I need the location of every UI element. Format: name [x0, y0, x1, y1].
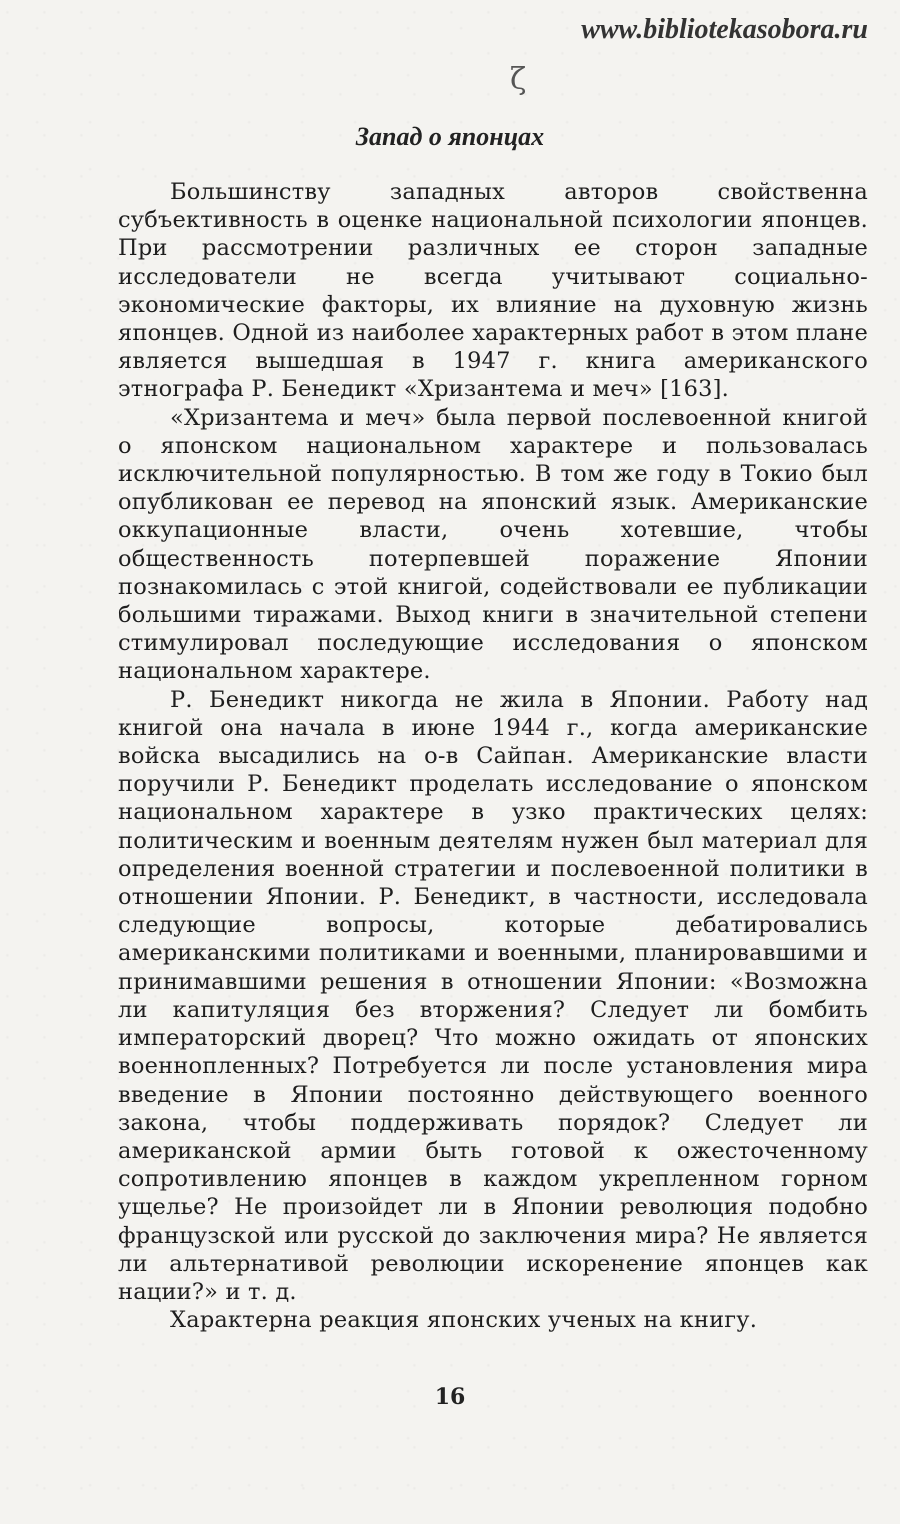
page-number: 16 [434, 1384, 466, 1410]
body-text [118, 178, 868, 1334]
stray-mark-icon: ζ [510, 62, 527, 97]
site-watermark: www.bibliotekasobora.ru [581, 14, 868, 45]
section-heading: Запад о японцах [355, 122, 545, 151]
paragraph: Р. Бенедикт никогда не жила в Японии. Работу над книгой она начала в июне 1944 г., когда американские войска высадились на о-в Сайпан. Американские власти поручили Р. Бенедикт проделать исследование о японском национальном характере в узко практических целях: политическим и военным деятелям нужен был материал для определения военной стратегии и послевоенной политики в отношении Японии. Р. Бенедикт, в частности, исследовала следующие вопросы, которые дебатировались американскими политиками и военными, планировавшими и принимавшими решения в отношении Японии: «Возможна ли капитуляция без вторжения? Следует ли бомбить императорский дворец? Что можно ожидать от японских военнопленных? Потребуется ли после установления мира введение в Японии постоянно действующего военного закона, чтобы поддерживать порядок? Следует ли американской армии быть готовой к ожесточенному сопротивлению японцев в каждом укрепленном горном ущелье? Не произойдет ли в Японии революция подобно французской или русской до заключения мира? Не является ли альтернативой революции искоренение японцев как нации?» и т. д. [118, 686, 868, 1305]
paragraph: Большинству западных авторов свойственна субъективность в оценке национальной психологии японцев. При рассмотрении различных ее сторон западные исследователи не всегда учитывают социально-экономические факторы, их влияние на духовную жизнь японцев. Одной из наиболее характерных работ в этом плане является вышедшая в 1947 г. книга американского этнографа Р. Бенедикт «Хризантема и меч» [163]. [118, 179, 868, 403]
paragraph: Характерна реакция японских ученых на книгу. [170, 1307, 758, 1334]
paragraph: «Хризантема и меч» была первой послевоенной книгой о японском национальном характере и пользовалась исключительной популярностью. В том же году в Токио был опубликован ее перевод на японский язык. Американские оккупационные власти, очень хотевшие, чтобы общественность потерпевшей поражение Японии познакомилась с этой книгой, содействовали ее публикации большими тиражами. Выход книги в значительной степени стимулировал последующие исследования о японском национальном характере. [118, 404, 868, 685]
